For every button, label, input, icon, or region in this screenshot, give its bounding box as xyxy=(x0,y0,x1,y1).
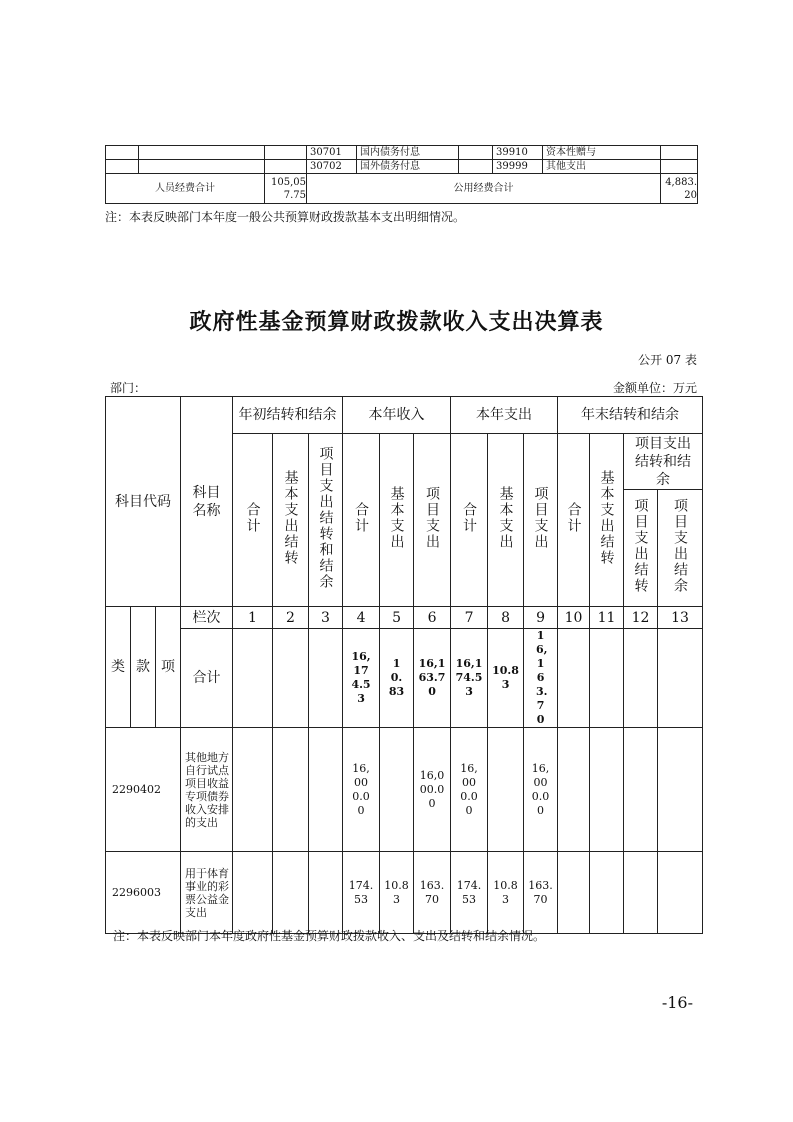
subject-code: 2296003 xyxy=(106,852,181,934)
col-num: 11 xyxy=(590,607,624,629)
value-cell xyxy=(309,852,343,934)
unit-label: 金额单位：万元 xyxy=(612,381,697,395)
value-cell xyxy=(233,728,273,852)
expense-total-header: 合计 xyxy=(451,434,488,607)
table-row xyxy=(106,728,703,852)
value-cell xyxy=(558,728,590,852)
value-cell xyxy=(558,852,590,934)
begin-project-header: 项目支出结转和结余 xyxy=(309,434,343,607)
col-num: 10 xyxy=(558,607,590,629)
item-code: 39999 xyxy=(493,160,543,174)
table-note: 注：本表反映部门本年度一般公共预算财政拨款基本支出明细情况。 xyxy=(105,210,466,224)
value-cell: 174.53 xyxy=(451,852,488,934)
expense-project-header: 项目支出 xyxy=(524,434,558,607)
value-cell xyxy=(624,852,658,934)
basic-expense-detail-table xyxy=(105,145,698,204)
table-row xyxy=(106,146,698,160)
page-title: 政府性基金预算财政拨款收入支出决算表 xyxy=(189,309,604,335)
value-cell: 10.83 xyxy=(380,852,414,934)
item-name: 资本性赠与 xyxy=(543,146,661,160)
item-code: 30701 xyxy=(307,146,357,160)
value-cell xyxy=(273,728,309,852)
col-num: 3 xyxy=(309,607,343,629)
value-cell xyxy=(488,728,524,852)
total-row xyxy=(106,629,703,728)
kuan-header: 款 xyxy=(131,607,156,728)
value-cell xyxy=(558,629,590,728)
value-cell xyxy=(658,629,703,728)
col-num: 1 xyxy=(233,607,273,629)
value-cell: 16,000.00 xyxy=(343,728,380,852)
value-cell xyxy=(590,852,624,934)
value-cell xyxy=(233,629,273,728)
total-row-label: 合计 xyxy=(181,629,233,728)
value-cell xyxy=(233,852,273,934)
value-cell: 16,174.53 xyxy=(343,629,380,728)
value-cell: 16,163.70 xyxy=(414,629,451,728)
value-cell xyxy=(624,728,658,852)
subject-code: 2290402 xyxy=(106,728,181,852)
end-project-carry-header: 项目支出结转 xyxy=(624,490,658,607)
table-code: 公开 07 表 xyxy=(638,353,697,367)
end-balance-header: 年末结转和结余 xyxy=(558,397,703,434)
end-project-surplus-header: 项目支出结余 xyxy=(658,490,703,607)
value-cell: 163.70 xyxy=(524,852,558,934)
personnel-total-value: 105,057.75 xyxy=(265,174,307,204)
item-code: 39910 xyxy=(493,146,543,160)
totals-row xyxy=(106,174,698,204)
col-num: 13 xyxy=(658,607,703,629)
table-row xyxy=(106,852,703,934)
item-name: 其他支出 xyxy=(543,160,661,174)
department-label: 部门： xyxy=(110,381,147,395)
item-name: 国外债务付息 xyxy=(357,160,459,174)
income-project-header: 项目支出 xyxy=(414,434,451,607)
value-cell: 16,000.00 xyxy=(451,728,488,852)
col-num: 2 xyxy=(273,607,309,629)
subject-code-header: 科目代码 xyxy=(106,397,181,607)
value-cell xyxy=(658,852,703,934)
expense-header: 本年支出 xyxy=(451,397,558,434)
col-num: 4 xyxy=(343,607,380,629)
value-cell xyxy=(658,728,703,852)
value-cell xyxy=(273,852,309,934)
value-cell: 16,163.70 xyxy=(524,629,558,728)
value-cell xyxy=(273,629,309,728)
value-cell: 16,174.53 xyxy=(451,629,488,728)
col-num: 12 xyxy=(624,607,658,629)
value-cell xyxy=(590,629,624,728)
value-cell: 10.83 xyxy=(488,852,524,934)
item-name: 国内债务付息 xyxy=(357,146,459,160)
col-num: 7 xyxy=(451,607,488,629)
page-number: -16- xyxy=(661,993,693,1012)
value-cell: 174.53 xyxy=(343,852,380,934)
subject-name: 其他地方自行试点项目收益专项债券收入安排的支出 xyxy=(181,728,233,852)
value-cell: 10.83 xyxy=(380,629,414,728)
table-row xyxy=(106,160,698,174)
value-cell: 16,000.00 xyxy=(524,728,558,852)
row-label: 栏次 xyxy=(181,607,233,629)
begin-balance-header: 年初结转和结余 xyxy=(233,397,343,434)
value-cell xyxy=(309,629,343,728)
end-basic-header: 基本支出结转 xyxy=(590,434,624,607)
income-header: 本年收入 xyxy=(343,397,451,434)
xiang-header: 项 xyxy=(156,607,181,728)
col-num: 9 xyxy=(524,607,558,629)
end-total-header: 合计 xyxy=(558,434,590,607)
column-number-row xyxy=(106,607,703,629)
end-project-header: 项目支出结转和结余 xyxy=(624,434,703,490)
value-cell xyxy=(380,728,414,852)
value-cell xyxy=(590,728,624,852)
col-num: 5 xyxy=(380,607,414,629)
subject-name-header: 科目名称 xyxy=(181,397,233,607)
lei-header: 类 xyxy=(106,607,131,728)
subject-name: 用于体育事业的彩票公益金支出 xyxy=(181,852,233,934)
begin-total-header: 合计 xyxy=(233,434,273,607)
col-num: 6 xyxy=(414,607,451,629)
value-cell: 16,000.00 xyxy=(414,728,451,852)
public-total-value: 4,883.20 xyxy=(661,174,698,204)
income-basic-header: 基本支出 xyxy=(380,434,414,607)
header-row xyxy=(106,397,703,434)
income-total-header: 合计 xyxy=(343,434,380,607)
expense-basic-header: 基本支出 xyxy=(488,434,524,607)
value-cell: 163.70 xyxy=(414,852,451,934)
table-note: 注：本表反映部门本年度政府性基金预算财政拨款收入、支出及结转和结余情况。 xyxy=(113,929,546,943)
value-cell xyxy=(309,728,343,852)
public-total-label: 公用经费合计 xyxy=(307,174,661,204)
value-cell xyxy=(624,629,658,728)
col-num: 8 xyxy=(488,607,524,629)
begin-basic-header: 基本支出结转 xyxy=(273,434,309,607)
item-code: 30702 xyxy=(307,160,357,174)
value-cell: 10.83 xyxy=(488,629,524,728)
personnel-total-label: 人员经费合计 xyxy=(106,174,265,204)
fund-budget-table xyxy=(105,396,703,934)
